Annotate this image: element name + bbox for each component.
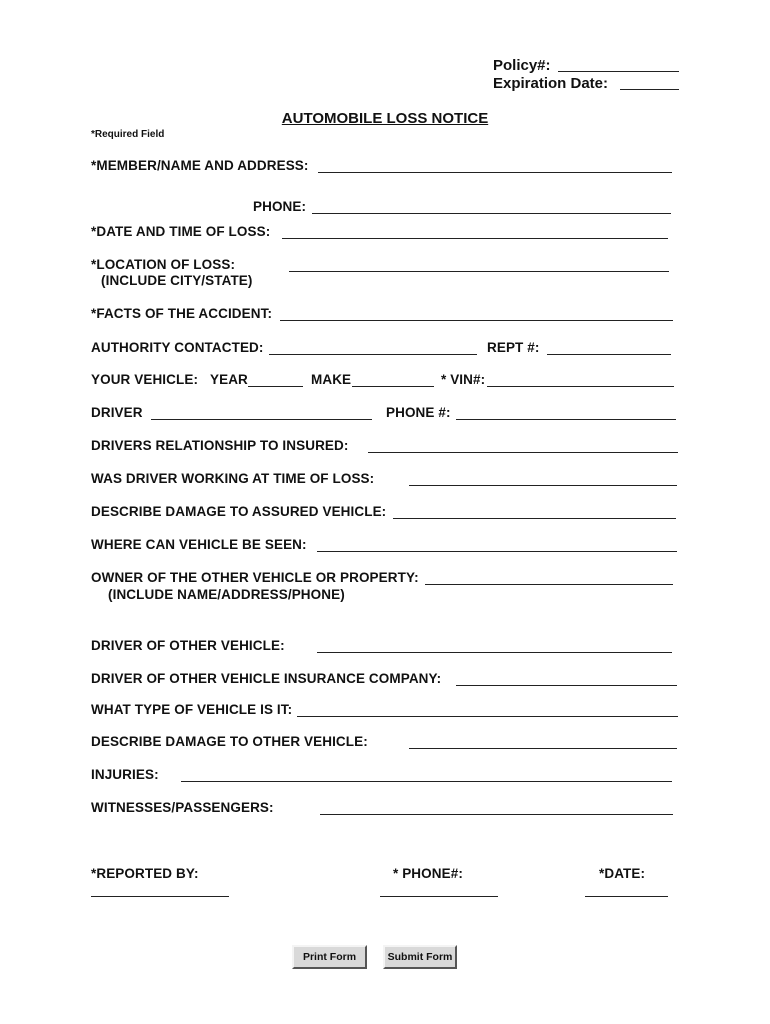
owner-note: (INCLUDE NAME/ADDRESS/PHONE) <box>108 587 345 602</box>
damage-assured-label: DESCRIBE DAMAGE TO ASSURED VEHICLE: <box>91 504 387 519</box>
expiration-field[interactable] <box>620 89 679 90</box>
relationship-field[interactable] <box>368 452 678 453</box>
make-label: MAKE <box>311 372 352 387</box>
vin-field[interactable] <box>487 386 674 387</box>
policy-label: Policy#: <box>493 57 551 74</box>
submit-form-button[interactable]: Submit Form <box>383 945 457 969</box>
footer-date-field[interactable] <box>585 896 668 897</box>
reported-by-label: *REPORTED BY: <box>91 866 199 881</box>
facts-label: *FACTS OF THE ACCIDENT: <box>91 306 273 321</box>
location-note: (INCLUDE CITY/STATE) <box>101 273 253 288</box>
vin-label: * VIN#: <box>441 372 486 387</box>
authority-label: AUTHORITY CONTACTED: <box>91 340 264 355</box>
driver-other-ins-label: DRIVER OF OTHER VEHICLE INSURANCE COMPANY: <box>91 671 442 686</box>
form-title: AUTOMOBILE LOSS NOTICE <box>281 110 489 127</box>
footer-date-label: *DATE: <box>599 866 646 881</box>
owner-other-field[interactable] <box>425 584 673 585</box>
witnesses-field[interactable] <box>320 814 673 815</box>
year-label: YEAR <box>210 372 248 387</box>
witnesses-label: WITNESSES/PASSENGERS: <box>91 800 274 815</box>
driver-phone-label: PHONE #: <box>386 405 451 420</box>
driver-label: DRIVER <box>91 405 143 420</box>
location-label: *LOCATION OF LOSS: <box>91 257 236 272</box>
location-field[interactable] <box>289 271 669 272</box>
year-field[interactable] <box>248 386 303 387</box>
where-seen-label: WHERE CAN VEHICLE BE SEEN: <box>91 537 307 552</box>
relationship-label: DRIVERS RELATIONSHIP TO INSURED: <box>91 438 349 453</box>
member-label: *MEMBER/NAME AND ADDRESS: <box>91 158 309 173</box>
damage-assured-field[interactable] <box>393 518 676 519</box>
driver-other-label: DRIVER OF OTHER VEHICLE: <box>91 638 285 653</box>
reported-by-field[interactable] <box>91 896 229 897</box>
policy-field[interactable] <box>558 71 679 72</box>
member-field[interactable] <box>318 172 672 173</box>
working-field[interactable] <box>409 485 677 486</box>
footer-phone-field[interactable] <box>380 896 498 897</box>
facts-field[interactable] <box>280 320 673 321</box>
rept-field[interactable] <box>547 354 671 355</box>
date-time-field[interactable] <box>282 238 668 239</box>
date-time-label: *DATE AND TIME OF LOSS: <box>91 224 271 239</box>
make-field[interactable] <box>352 386 434 387</box>
required-note: *Required Field <box>91 129 165 140</box>
vehicle-type-label: WHAT TYPE OF VEHICLE IS IT: <box>91 702 293 717</box>
damage-other-label: DESCRIBE DAMAGE TO OTHER VEHICLE: <box>91 734 368 749</box>
rept-label: REPT #: <box>487 340 540 355</box>
authority-field[interactable] <box>269 354 477 355</box>
print-form-button[interactable]: Print Form <box>292 945 367 969</box>
driver-other-ins-field[interactable] <box>456 685 677 686</box>
vehicle-type-field[interactable] <box>297 716 678 717</box>
driver-phone-field[interactable] <box>456 419 676 420</box>
owner-other-label: OWNER OF THE OTHER VEHICLE OR PROPERTY: <box>91 570 419 585</box>
phone-label: PHONE: <box>253 199 307 214</box>
phone-field[interactable] <box>312 213 671 214</box>
expiration-label: Expiration Date: <box>493 75 609 92</box>
working-label: WAS DRIVER WORKING AT TIME OF LOSS: <box>91 471 375 486</box>
driver-field[interactable] <box>151 419 372 420</box>
driver-other-field[interactable] <box>317 652 672 653</box>
where-seen-field[interactable] <box>317 551 677 552</box>
injuries-label: INJURIES: <box>91 767 159 782</box>
footer-phone-label: * PHONE#: <box>393 866 463 881</box>
damage-other-field[interactable] <box>409 748 677 749</box>
your-vehicle-label: YOUR VEHICLE: <box>91 372 199 387</box>
injuries-field[interactable] <box>181 781 672 782</box>
